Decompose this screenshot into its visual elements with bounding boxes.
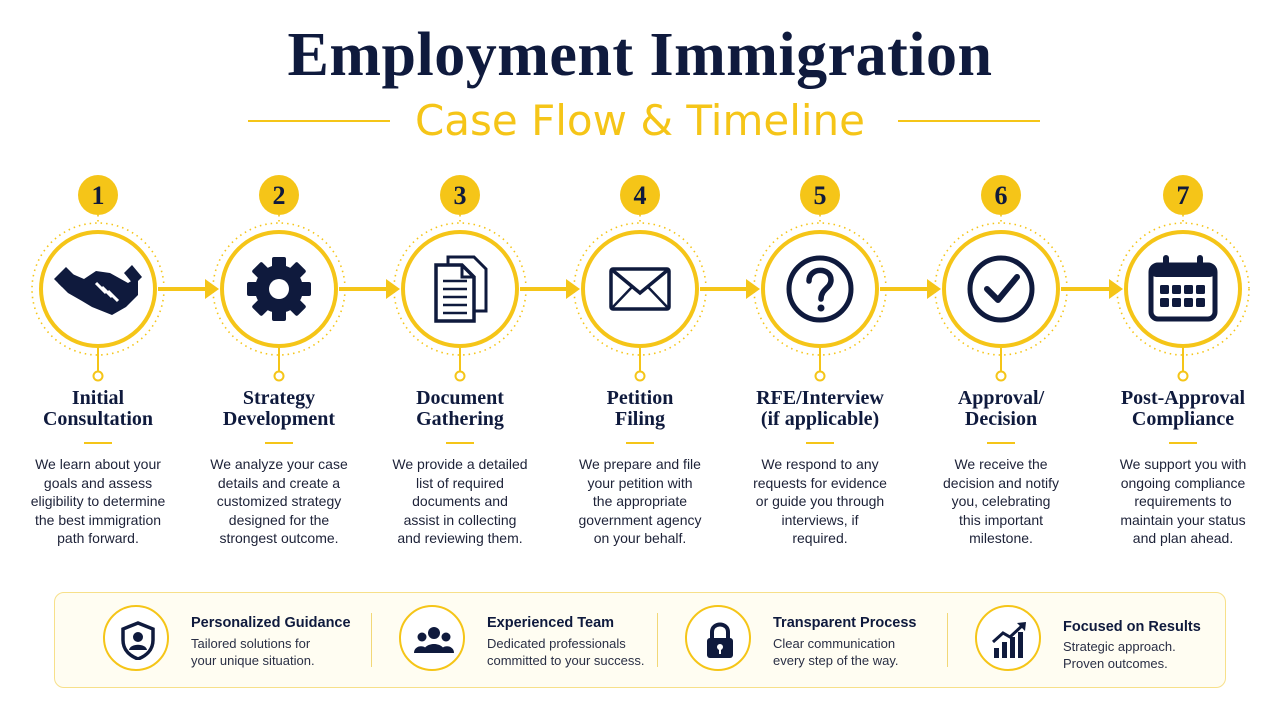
step-title-line: Approval/ — [957, 387, 1045, 409]
step-title — [732, 388, 908, 430]
feature-title: Focused on Results — [1063, 619, 1201, 635]
step-title-line: Gathering — [416, 408, 504, 430]
connector-arrow — [927, 279, 941, 299]
documents-icon — [436, 257, 486, 321]
step-pin — [997, 372, 1006, 381]
feature-description-line: Proven outcomes. — [1063, 656, 1168, 671]
step-number: 5 — [813, 181, 827, 210]
step-divider — [446, 442, 474, 444]
step-pin — [275, 372, 284, 381]
step-description — [372, 455, 548, 548]
feature-divider — [657, 613, 658, 667]
connector-arrow — [205, 279, 219, 299]
feature-description-line: Dedicated professionals — [487, 636, 626, 651]
step-title — [191, 388, 367, 430]
page-subtitle: Case Flow & Timeline — [414, 96, 866, 145]
feature-description — [1063, 638, 1176, 672]
step-description-line: milestone. — [969, 530, 1033, 546]
step-title-line: (if applicable) — [760, 408, 880, 430]
step-description-line: We provide a detailed — [392, 456, 528, 472]
step-number: 6 — [994, 181, 1008, 210]
step-description — [913, 455, 1089, 548]
step-description-line: the best immigration — [34, 511, 162, 528]
step-description-line: or guide you through — [755, 493, 885, 509]
step-divider — [1169, 442, 1197, 444]
step-description-line: We analyze your case — [210, 456, 348, 472]
feature-description-line: Tailored solutions for — [191, 636, 311, 651]
step-description-line: required. — [792, 530, 848, 546]
step-number: 3 — [453, 181, 467, 210]
feature-item — [55, 593, 351, 687]
feature-item — [927, 593, 1217, 687]
step-divider — [84, 442, 112, 444]
step-title-line: RFE/Interview — [756, 387, 884, 409]
step-divider — [265, 442, 293, 444]
step-description-line: your petition with — [587, 474, 693, 491]
step-description-line: this important — [958, 511, 1044, 528]
step-pin — [456, 372, 465, 381]
step-divider — [987, 442, 1015, 444]
step-description — [10, 455, 186, 548]
step-description-line: details and create a — [217, 474, 341, 491]
gear-icon — [247, 257, 311, 321]
feature-description-line: Strategic approach. — [1063, 639, 1176, 654]
step-description-line: path forward. — [57, 530, 139, 546]
step-description-line: you, celebrating — [951, 493, 1051, 509]
step-description — [1095, 455, 1271, 548]
step-description-line: We receive the — [954, 456, 1048, 472]
step-title-line: Petition — [606, 387, 674, 409]
page-title: Employment Immigration — [287, 21, 993, 89]
feature-item — [637, 593, 927, 687]
step-description-line: requests for evidence — [753, 474, 887, 491]
step-pin — [816, 372, 825, 381]
step-description-line: maintain your status — [1120, 511, 1246, 528]
envelope-icon — [611, 269, 669, 309]
connector-arrow — [386, 279, 400, 299]
feature-description — [773, 635, 899, 669]
lock-icon — [685, 605, 751, 671]
step-number: 1 — [91, 181, 105, 210]
step-pin — [1179, 372, 1188, 381]
step-description-line: designed for the — [228, 511, 330, 528]
step-title — [1095, 388, 1271, 430]
step-description-line: strongest outcome. — [219, 530, 339, 546]
step-title — [552, 388, 728, 430]
feature-title: Transparent Process — [773, 615, 917, 631]
step-description — [191, 455, 367, 548]
step-description-line: We support you with — [1119, 456, 1247, 472]
step-title — [913, 388, 1089, 430]
step-description-line: government agency — [578, 511, 702, 528]
shield-user-icon — [103, 605, 169, 671]
step-description-line: the appropriate — [592, 493, 688, 509]
step-description-line: decision and notify — [943, 474, 1059, 491]
step-description-line: We respond to any — [761, 456, 879, 472]
step-description-line: assist in collecting — [403, 511, 517, 528]
step-pin — [636, 372, 645, 381]
step-title-line: Consultation — [42, 408, 154, 430]
step-description — [552, 455, 728, 548]
step-title-line: Filing — [614, 408, 665, 430]
feature-title: Personalized Guidance — [191, 615, 351, 631]
step-description-line: ongoing compliance — [1120, 474, 1246, 491]
step-description-line: and reviewing them. — [397, 530, 523, 546]
question-icon — [789, 258, 851, 320]
step-number: 2 — [272, 181, 286, 210]
step-description-line: interviews, if — [781, 511, 859, 528]
team-icon — [399, 605, 465, 671]
step-title-line: Document — [416, 387, 504, 409]
step-divider — [806, 442, 834, 444]
step-number: 4 — [633, 181, 647, 210]
feature-description-line: Clear communication — [773, 636, 896, 651]
step-title-line: Post-Approval — [1120, 387, 1246, 409]
checkmark-icon — [970, 258, 1032, 320]
step-description-line: eligibility to determine — [30, 493, 166, 509]
step-description — [732, 455, 908, 548]
step-title-line: Initial — [71, 387, 125, 409]
growth-chart-icon — [975, 605, 1041, 671]
feature-title: Experienced Team — [487, 615, 615, 631]
step-divider — [626, 442, 654, 444]
connector-arrow — [566, 279, 580, 299]
step-description-line: We learn about your — [35, 456, 161, 472]
step-pin — [94, 372, 103, 381]
step-title-line: Compliance — [1131, 408, 1235, 430]
feature-divider — [947, 613, 948, 667]
features-panel — [54, 592, 1226, 688]
step-description-line: on your behalf. — [593, 530, 687, 546]
feature-description-line: every step of the way. — [773, 653, 899, 668]
step-title-line: Decision — [964, 408, 1038, 430]
step-description-line: We prepare and file — [579, 456, 701, 472]
feature-description — [487, 635, 645, 669]
step-title — [372, 388, 548, 430]
step-title — [10, 388, 186, 430]
step-description-line: list of required — [416, 474, 504, 491]
step-title-line: Strategy — [242, 387, 316, 409]
feature-description-line: committed to your success. — [487, 653, 645, 668]
connector-arrow — [1109, 279, 1123, 299]
step-title-line: Development — [222, 408, 336, 430]
step-description-line: documents and — [412, 493, 508, 509]
step-description-line: goals and assess — [43, 474, 153, 491]
step-description-line: and plan ahead. — [1132, 530, 1234, 546]
feature-item — [351, 593, 645, 687]
calendar-icon — [1151, 255, 1215, 319]
step-description-line: requirements to — [1134, 493, 1232, 509]
step-description-line: customized strategy — [216, 493, 342, 509]
feature-description-line: your unique situation. — [191, 653, 315, 668]
connector-arrow — [746, 279, 760, 299]
step-number: 7 — [1176, 181, 1190, 210]
feature-divider — [371, 613, 372, 667]
feature-description — [191, 635, 315, 669]
